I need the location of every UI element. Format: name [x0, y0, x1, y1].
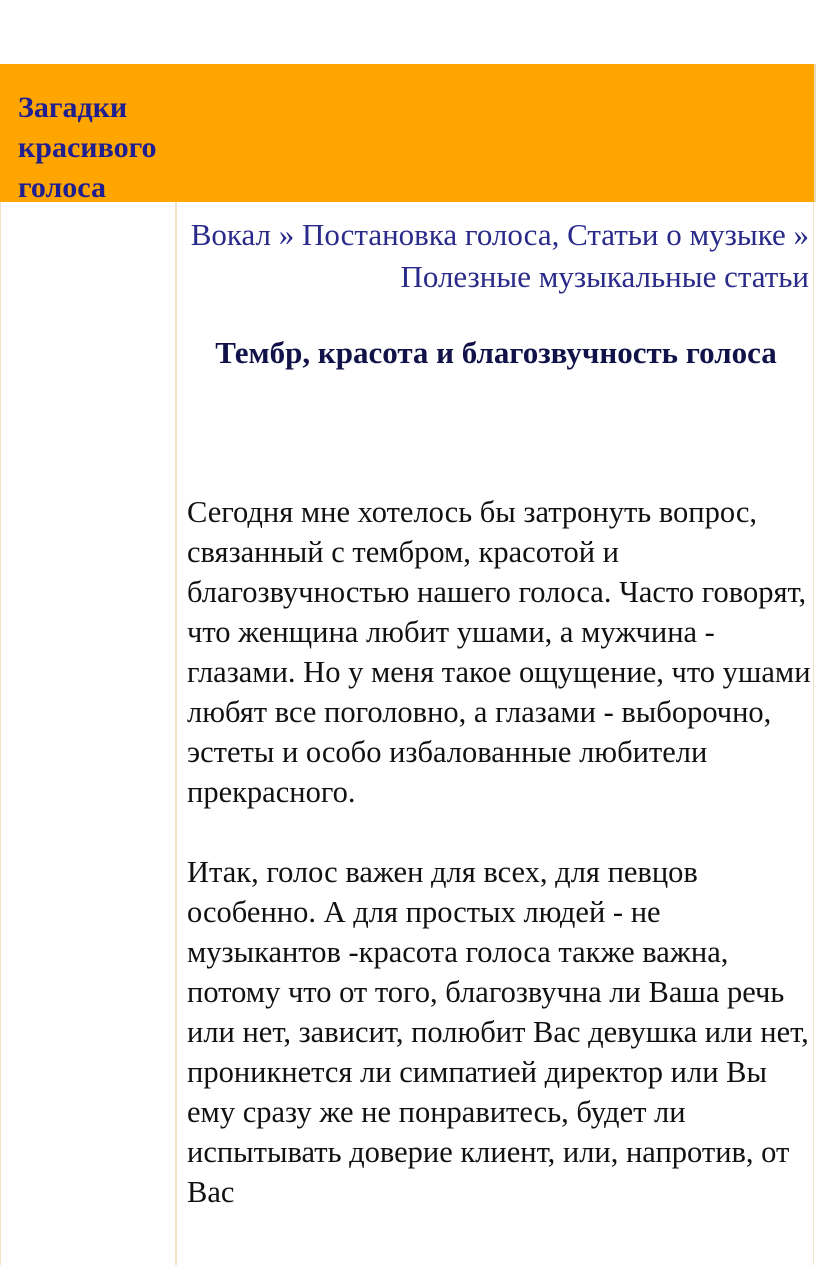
site-header — [0, 64, 816, 202]
article-body — [187, 492, 812, 1252]
article-paragraph: Сегодня мне хотелось бы затронуть вопрос, связанный с тембром, красотой и благозвучностью нашего голоса. Часто говорят, что женщина любит ушами, а мужчина - глазами. Но у меня такое ощущение, что ушами любят все поголовно, а глазами - выборочно, эстеты и особо избалованные любители прекрасного. — [187, 495, 811, 809]
site-title[interactable]: Загадки красивого голоса — [18, 91, 157, 204]
article-content-cell — [176, 202, 814, 1265]
breadcrumb-link-vocal[interactable]: Вокал — [190, 217, 271, 252]
breadcrumb-link-voice-training[interactable]: Постановка голоса — [301, 217, 552, 252]
breadcrumb-comma: , — [551, 217, 568, 252]
breadcrumb-link-music-articles[interactable]: Статьи о музыке — [567, 217, 786, 252]
breadcrumb-separator: » — [785, 217, 809, 252]
breadcrumb — [187, 214, 809, 298]
breadcrumb-separator: » — [270, 217, 302, 252]
article-paragraph: Итак, голос важен для всех, для певцов особенно. А для простых людей - не музыкантов -красота голоса также важна, потому что от того, благозвучна ли Ваша речь или нет, зависит, полюбит Вас девушка или нет, проникнется ли симпатией директор или Вы ему сразу же не понравитесь, будет ли испытывать доверие клиент, или, напротив, от Вас — [187, 855, 809, 1209]
breadcrumb-link-useful-articles[interactable]: Полезные музыкальные статьи — [400, 259, 809, 294]
article-title: Тембр, красота и благозвучность голоса — [215, 335, 777, 370]
left-sidebar-cell — [0, 202, 176, 1265]
